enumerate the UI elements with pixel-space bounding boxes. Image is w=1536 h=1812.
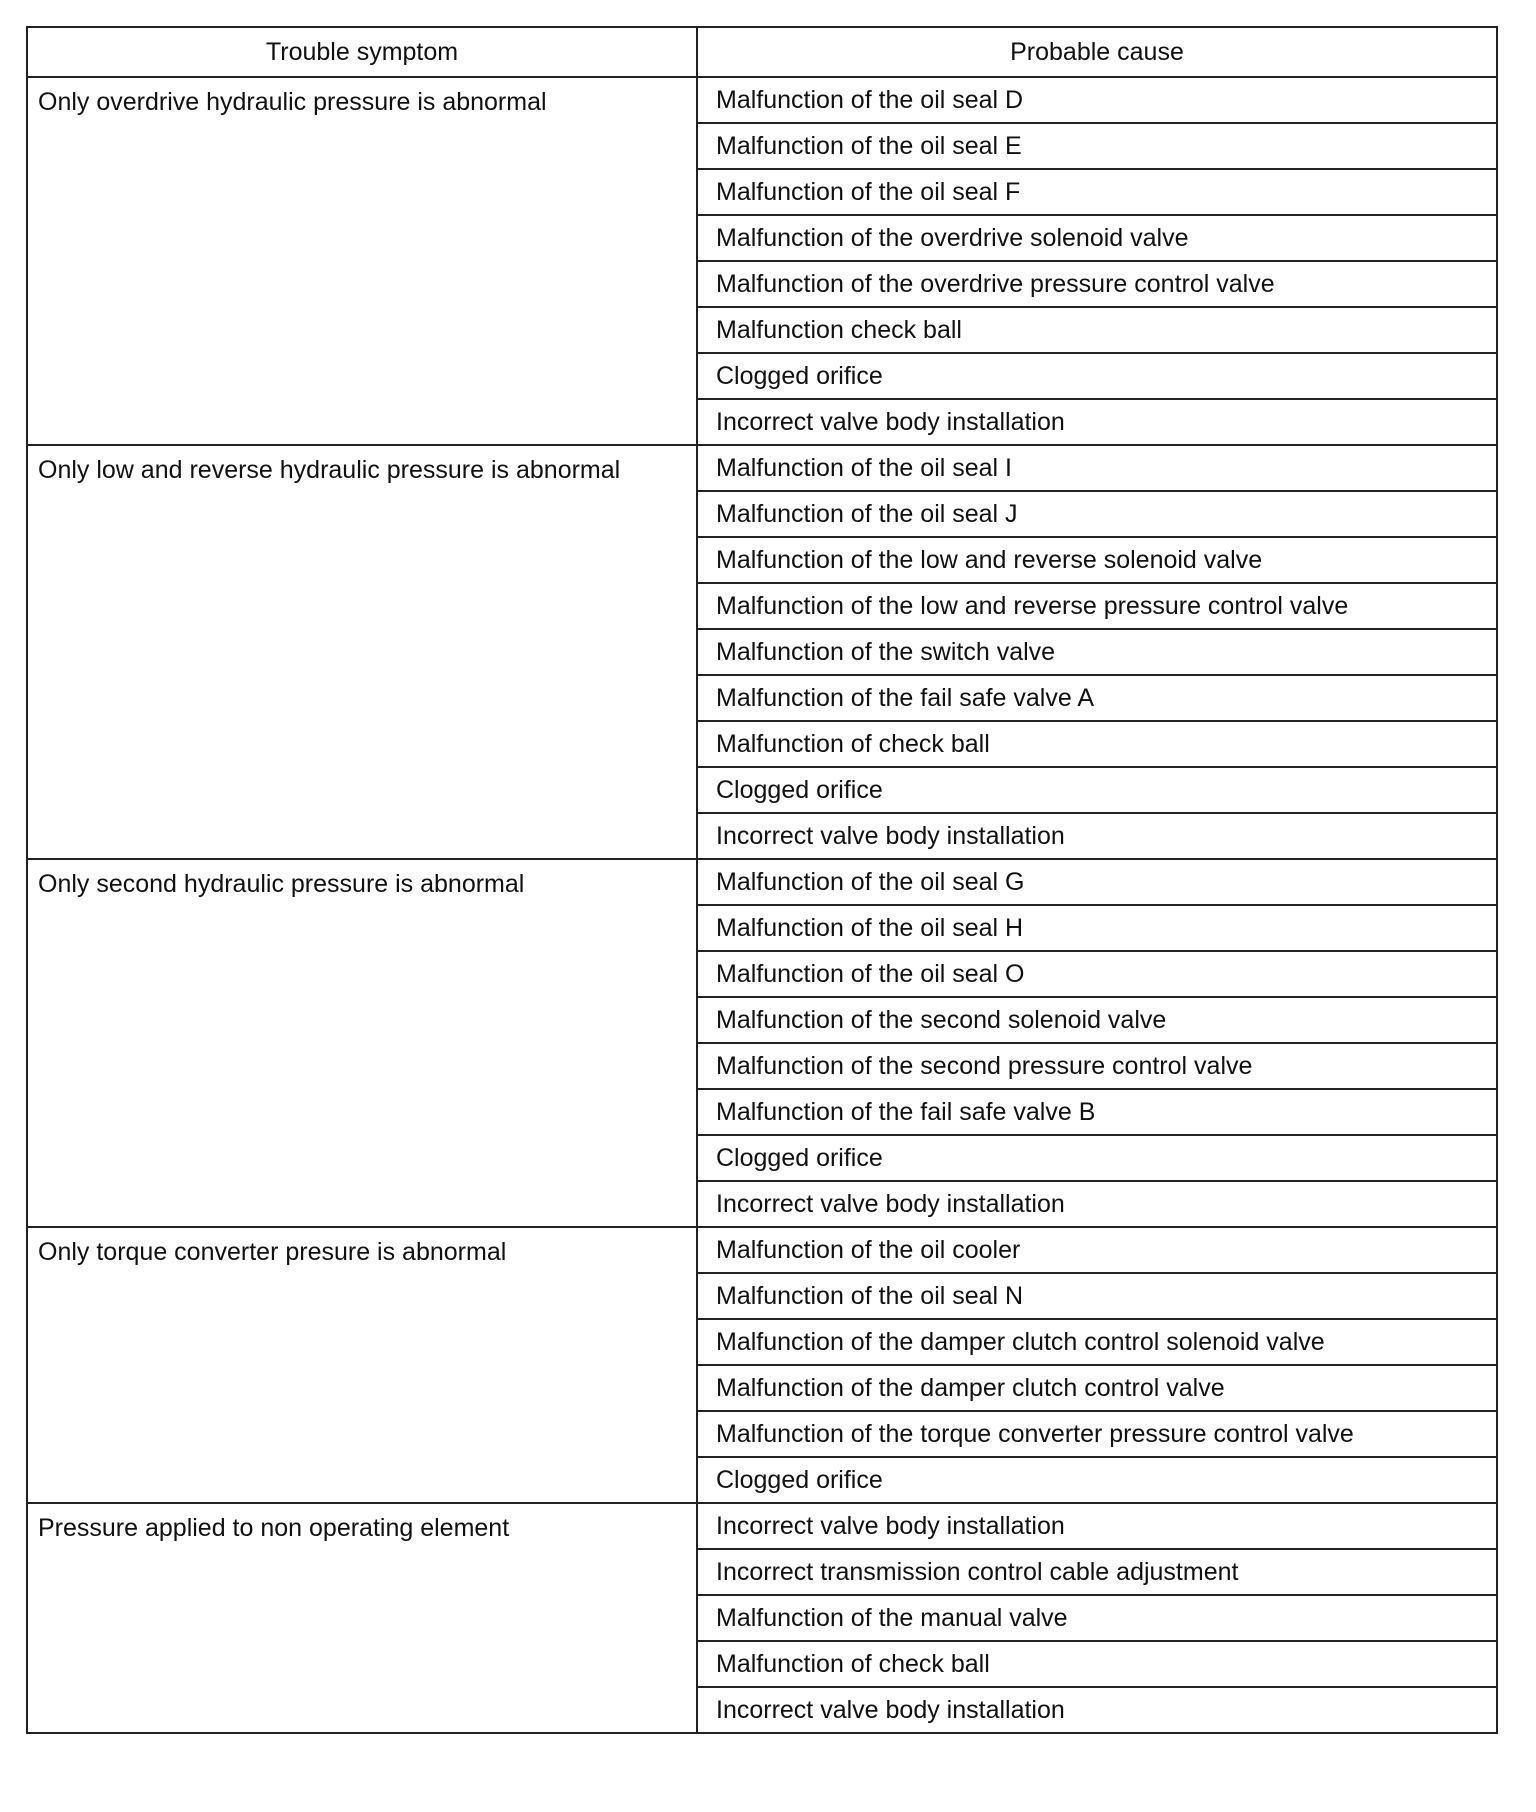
probable-cause-cell: Malfunction of the damper clutch control solenoid valve (697, 1319, 1497, 1365)
table-row (27, 1503, 1497, 1549)
probable-cause-cell: Clogged orifice (697, 1457, 1497, 1503)
probable-cause-cell: Malfunction of the oil seal N (697, 1273, 1497, 1319)
probable-cause-cell: Incorrect valve body installation (697, 399, 1497, 445)
probable-cause-cell: Malfunction of the manual valve (697, 1595, 1497, 1641)
probable-cause-cell: Incorrect valve body installation (697, 813, 1497, 859)
table-row (27, 859, 1497, 905)
probable-cause-cell: Malfunction of the oil seal I (697, 445, 1497, 491)
probable-cause-cell: Malfunction check ball (697, 307, 1497, 353)
table-body (27, 77, 1497, 1733)
probable-cause-cell: Malfunction of the switch valve (697, 629, 1497, 675)
probable-cause-cell: Clogged orifice (697, 353, 1497, 399)
probable-cause-cell: Malfunction of the torque converter pressure control valve (697, 1411, 1497, 1457)
header-probable-cause: Probable cause (697, 27, 1497, 77)
probable-cause-cell: Malfunction of the second solenoid valve (697, 997, 1497, 1043)
probable-cause-cell: Clogged orifice (697, 1135, 1497, 1181)
trouble-symptom-cell: Only torque converter presure is abnormal (27, 1227, 697, 1503)
probable-cause-cell: Malfunction of the overdrive pressure control valve (697, 261, 1497, 307)
probable-cause-cell: Malfunction of the oil seal J (697, 491, 1497, 537)
probable-cause-cell: Malfunction of check ball (697, 1641, 1497, 1687)
probable-cause-cell: Malfunction of the overdrive solenoid valve (697, 215, 1497, 261)
table-row (27, 77, 1497, 123)
table-row (27, 1227, 1497, 1273)
probable-cause-cell: Malfunction of the fail safe valve B (697, 1089, 1497, 1135)
probable-cause-cell: Malfunction of the oil seal H (697, 905, 1497, 951)
trouble-symptom-cell: Only low and reverse hydraulic pressure is abnormal (27, 445, 697, 859)
probable-cause-cell: Incorrect valve body installation (697, 1181, 1497, 1227)
probable-cause-cell: Incorrect transmission control cable adjustment (697, 1549, 1497, 1595)
probable-cause-cell: Clogged orifice (697, 767, 1497, 813)
trouble-symptom-cell: Only second hydraulic pressure is abnormal (27, 859, 697, 1227)
probable-cause-cell: Malfunction of the low and reverse pressure control valve (697, 583, 1497, 629)
probable-cause-cell: Malfunction of the damper clutch control valve (697, 1365, 1497, 1411)
probable-cause-cell: Malfunction of the oil seal D (697, 77, 1497, 123)
probable-cause-cell: Malfunction of the oil seal F (697, 169, 1497, 215)
probable-cause-cell: Incorrect valve body installation (697, 1503, 1497, 1549)
probable-cause-cell: Malfunction of the fail safe valve A (697, 675, 1497, 721)
probable-cause-cell: Malfunction of the second pressure control valve (697, 1043, 1497, 1089)
trouble-symptom-cell: Pressure applied to non operating element (27, 1503, 697, 1733)
table-row (27, 445, 1497, 491)
probable-cause-cell: Malfunction of the oil cooler (697, 1227, 1497, 1273)
probable-cause-cell: Malfunction of the oil seal O (697, 951, 1497, 997)
probable-cause-cell: Malfunction of the low and reverse solenoid valve (697, 537, 1497, 583)
probable-cause-cell: Malfunction of check ball (697, 721, 1497, 767)
troubleshooting-table (26, 26, 1498, 1734)
header-row (27, 27, 1497, 77)
header-trouble-symptom: Trouble symptom (27, 27, 697, 77)
trouble-symptom-cell: Only overdrive hydraulic pressure is abnormal (27, 77, 697, 445)
page (26, 26, 1496, 1734)
probable-cause-cell: Malfunction of the oil seal E (697, 123, 1497, 169)
probable-cause-cell: Malfunction of the oil seal G (697, 859, 1497, 905)
probable-cause-cell: Incorrect valve body installation (697, 1687, 1497, 1733)
